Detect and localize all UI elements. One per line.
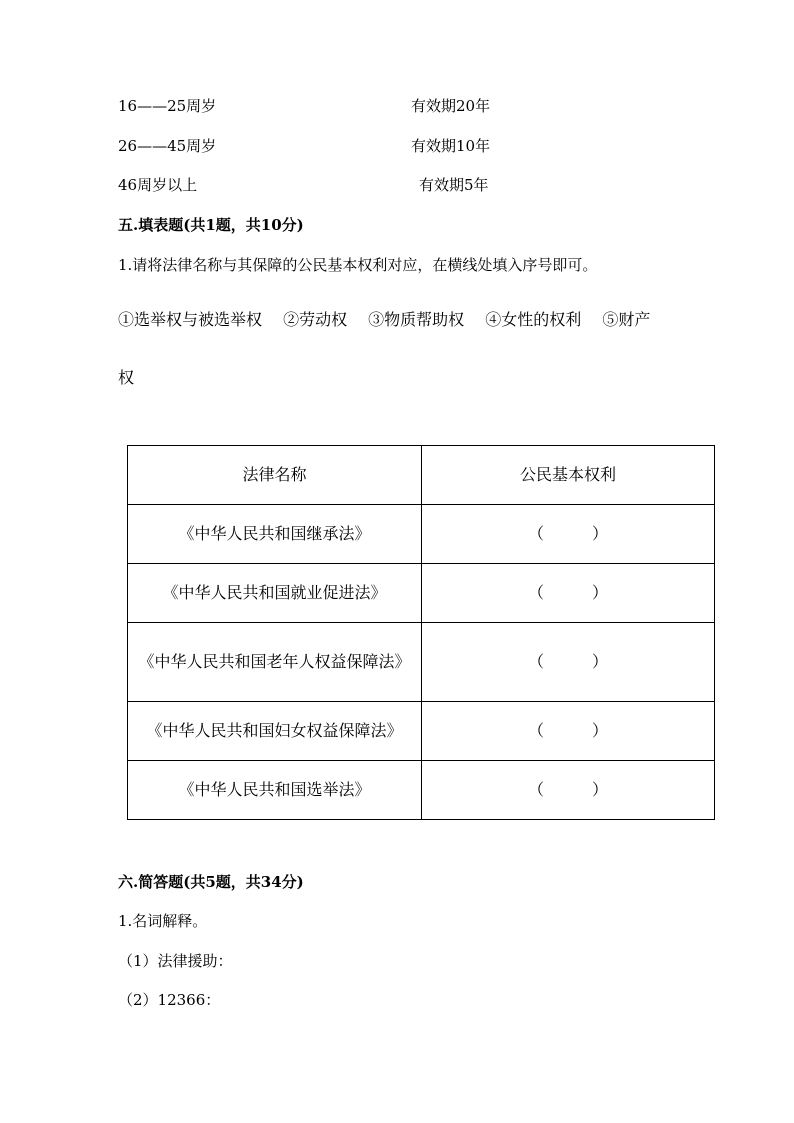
law-name-cell: 《中华人民共和国妇女权益保障法》	[128, 702, 422, 761]
table-header-row	[128, 446, 715, 505]
section-5-options-line2: 权	[118, 368, 135, 387]
validity-period-2: 有效期10年	[411, 137, 491, 155]
answer-blank[interactable]	[422, 623, 715, 702]
law-name-cell: 《中华人民共和国老年人权益保障法》	[128, 623, 422, 702]
law-rights-table	[127, 445, 715, 820]
header-citizen-rights: 公民基本权利	[422, 446, 715, 505]
table-row	[128, 564, 715, 623]
section-6-item-2: （2）12366：	[118, 991, 221, 1009]
validity-age-3: 46周岁以上	[118, 176, 198, 194]
table-row	[128, 505, 715, 564]
answer-parentheses: （ ）	[527, 583, 608, 602]
section-5-options-line1: ①选举权与被选举权 ②劳动权 ③物质帮助权 ④女性的权利 ⑤财产	[118, 310, 651, 329]
answer-parentheses: （ ）	[527, 652, 608, 671]
section-6-heading: 六.简答题(共5题，共34分)	[118, 873, 304, 891]
answer-blank[interactable]	[422, 564, 715, 623]
header-law-name: 法律名称	[128, 446, 422, 505]
answer-blank[interactable]	[422, 702, 715, 761]
section-5-heading: 五.填表题(共1题，共10分)	[118, 216, 304, 234]
law-name-cell: 《中华人民共和国就业促进法》	[128, 564, 422, 623]
validity-period-3: 有效期5年	[419, 176, 489, 194]
answer-parentheses: （ ）	[527, 721, 608, 740]
table-row	[128, 761, 715, 820]
table-row	[128, 702, 715, 761]
validity-age-1: 16——25周岁	[118, 97, 217, 115]
answer-blank[interactable]	[422, 505, 715, 564]
answer-blank[interactable]	[422, 761, 715, 820]
table-row	[128, 623, 715, 702]
section-6-question: 1.名词解释。	[118, 912, 208, 930]
answer-parentheses: （ ）	[527, 780, 608, 799]
section-5-question: 1.请将法律名称与其保障的公民基本权利对应，在横线处填入序号即可。	[118, 256, 598, 274]
validity-age-2: 26——45周岁	[118, 137, 217, 155]
law-name-cell: 《中华人民共和国选举法》	[128, 761, 422, 820]
answer-parentheses: （ ）	[527, 524, 608, 543]
law-name-cell: 《中华人民共和国继承法》	[128, 505, 422, 564]
validity-period-1: 有效期20年	[411, 97, 491, 115]
section-6-item-1: （1）法律援助：	[118, 952, 233, 970]
